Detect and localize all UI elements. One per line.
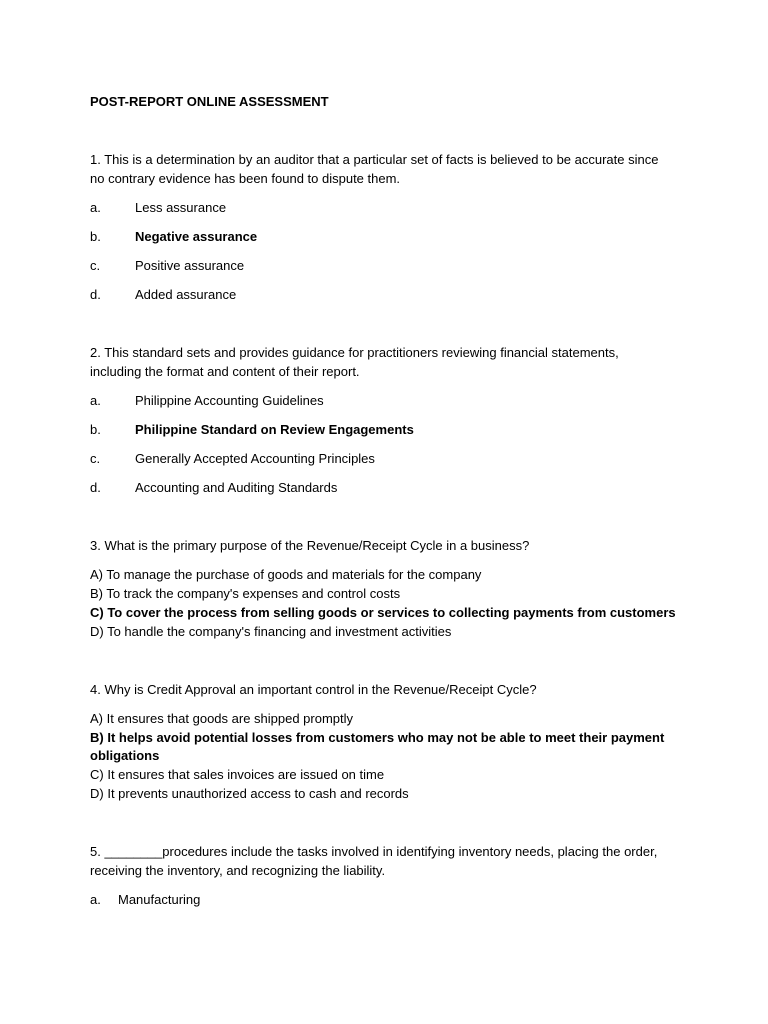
q3-option-a: A) To manage the purchase of goods and materials for the company: [90, 567, 482, 582]
q2-option-b-text: Philippine Standard on Review Engagements: [135, 422, 414, 437]
question-2-line-1: 2. This standard sets and provides guidance for practitioners reviewing financial statements,: [90, 345, 619, 360]
q3-option-b: B) To track the company's expenses and control costs: [90, 586, 401, 601]
q3-option-d: D) To handle the company's financing and investment activities: [90, 624, 452, 639]
q5-option-a-letter: a.: [90, 892, 101, 907]
question-5-line-1: 5. ________procedures include the tasks involved in identifying inventory needs, placing the order,: [90, 844, 658, 859]
q2-option-c-letter: c.: [90, 451, 101, 466]
q2-option-d-text: Accounting and Auditing Standards: [135, 480, 338, 495]
q1-option-c-letter: c.: [90, 258, 101, 273]
document-title: POST-REPORT ONLINE ASSESSMENT: [90, 94, 329, 109]
q2-option-b-letter: b.: [90, 422, 101, 437]
q1-option-b-letter: b.: [90, 229, 101, 244]
q4-option-b-line-1: B) It helps avoid potential losses from customers who may not be able to meet their payment: [90, 730, 665, 745]
q1-option-c-text: Positive assurance: [135, 258, 245, 273]
q2-option-a-text: Philippine Accounting Guidelines: [135, 393, 324, 408]
q2-option-a-letter: a.: [90, 393, 101, 408]
q3-option-c: C) To cover the process from selling goods or services to collecting payments from customers: [90, 605, 676, 620]
q4-option-c: C) It ensures that sales invoices are issued on time: [90, 767, 385, 782]
q1-option-d-letter: d.: [90, 287, 101, 302]
q2-option-d-letter: d.: [90, 480, 101, 495]
question-2-line-2: including the format and content of their report.: [90, 364, 360, 379]
question-5-line-2: receiving the inventory, and recognizing the liability.: [90, 863, 386, 878]
q2-option-c-text: Generally Accepted Accounting Principles: [135, 451, 375, 466]
q1-option-a-letter: a.: [90, 200, 101, 215]
q4-option-b-line-2: obligations: [90, 748, 160, 763]
q4-option-d: D) It prevents unauthorized access to cash and records: [90, 786, 409, 801]
question-1-line-2: no contrary evidence has been found to dispute them.: [90, 171, 401, 186]
q5-option-a-text: Manufacturing: [118, 892, 201, 907]
question-3: 3. What is the primary purpose of the Revenue/Receipt Cycle in a business?: [90, 538, 530, 553]
question-4: 4. Why is Credit Approval an important control in the Revenue/Receipt Cycle?: [90, 682, 537, 697]
q1-option-a-text: Less assurance: [135, 200, 227, 215]
q1-option-b-text: Negative assurance: [135, 229, 258, 244]
q4-option-a: A) It ensures that goods are shipped promptly: [90, 711, 354, 726]
question-1-line-1: 1. This is a determination by an auditor that a particular set of facts is believed to be accurate since: [90, 152, 659, 167]
q1-option-d-text: Added assurance: [135, 287, 237, 302]
